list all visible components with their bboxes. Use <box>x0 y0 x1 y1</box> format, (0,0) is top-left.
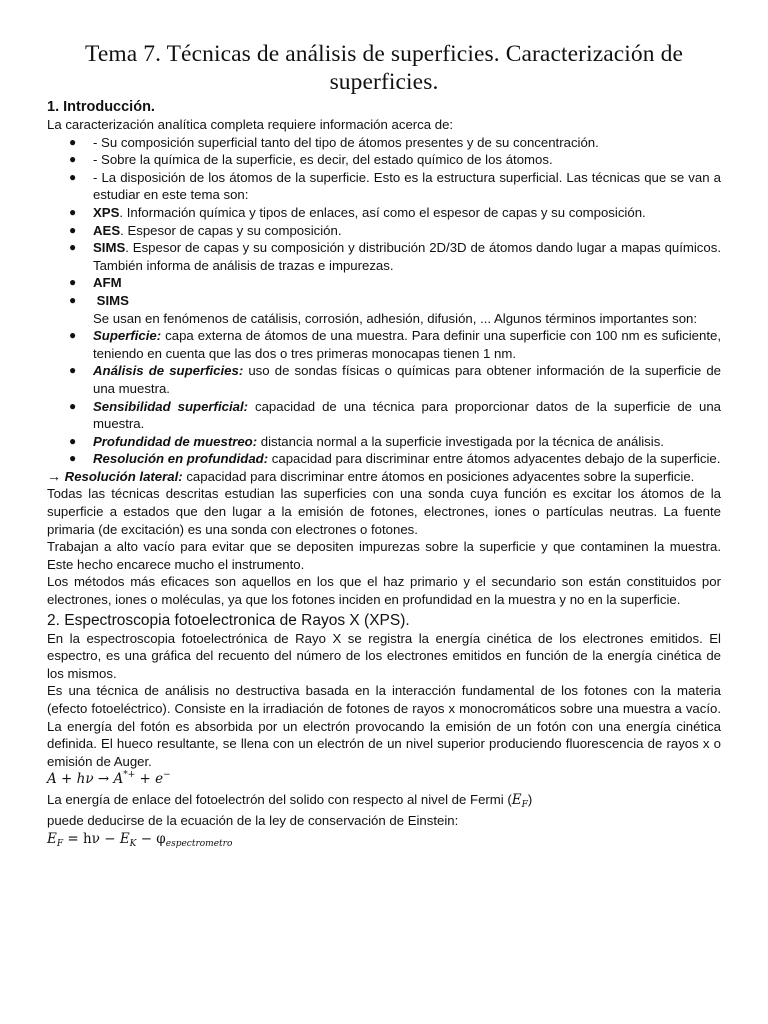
requirements-list <box>47 134 721 310</box>
list-item: ● - La disposición de los átomos de la superficie. Esto es la estructura superficial. Las técnicas que se van a estudiar en este tema son: <box>69 169 721 203</box>
einstein-paragraph: puede deducirse de la ecuación de la ley de conservación de Einstein: <box>47 813 459 829</box>
bullet-icon: ● <box>69 328 77 343</box>
body-paragraph: Trabajan a alto vacío para evitar que se depositen impurezas sobre la superficie y que contaminen la muestra. Este hecho encarece mucho el instrumento. <box>47 539 721 572</box>
bullet-icon: ● <box>69 433 77 448</box>
section-heading-introduccion: 1. Introducción. <box>47 99 155 115</box>
list-item: ● SIMS. Espesor de capas y su composición y distribución 2D/3D de átomos dando lugar a mapas químicos. También informa de análisis de trazas e impurezas. <box>69 240 721 273</box>
list-item: ● AFM <box>69 275 122 291</box>
list-item: ● Profundidad de muestreo: distancia normal a la superficie investigada por la técnica de análisis. <box>69 433 664 449</box>
bullet-icon: ● <box>69 169 77 184</box>
bullet-icon: ● <box>69 451 77 466</box>
einstein-equation: $E_F = h\nu - E_K - \varphi_{espectrometro}$ <box>47 830 233 849</box>
bullet-icon: ● <box>69 204 77 219</box>
bullet-icon: ● <box>69 363 77 378</box>
lateral-resolution-paragraph: → Resolución lateral: capacidad para discriminar entre átomos en posiciones adyacentes sobre la superficie. <box>47 467 695 484</box>
section-heading-xps: 2. Espectroscopia fotoelectronica de Rayos X (XPS). <box>47 611 410 629</box>
list-item: ● - Su composición superficial tanto del tipo de átomos presentes y de su concentración. <box>69 134 599 150</box>
bullet-icon: ● <box>69 398 77 413</box>
intro-paragraph: La caracterización analítica completa requiere información acerca de: <box>47 117 454 132</box>
photoemission-equation: A + hν → A*+ + e− <box>47 770 171 788</box>
right-arrow-icon: → <box>47 467 61 484</box>
binding-energy-paragraph: La energía de enlace del fotoelectrón del solido con respecto al nivel de Fermi $(E_F)$ <box>47 792 533 811</box>
body-paragraph: Todas las técnicas descritas estudian las superficies con una sonda cuya función es excitar los átomos de la superficie a estados que den lugar a la emisión de fotones, electrones, iones o partículas neutras. La fuente primaria (de excitación) es una sonda con electrones o fotones. <box>47 486 721 537</box>
page-title: Tema 7. Técnicas de análisis de superficies. Caracterización de superficies. <box>85 41 683 95</box>
bullet-icon: ● <box>69 240 77 255</box>
bullet-icon: ● <box>69 152 77 167</box>
definitions-list <box>47 327 721 468</box>
list-item: ● Resolución en profundidad: capacidad para discriminar entre átomos adyacentes debajo de la superficie. <box>69 451 721 467</box>
list-item: ● Superficie: capa externa de átomos de una muestra. Para definir una superficie con 100 nm es suficiente, teniendo en cuenta que las dos o tres primeras monocapas tienen 1 nm. <box>69 328 721 361</box>
uses-paragraph: Se usan en fenómenos de catálisis, corrosión, adhesión, difusión, ... Algunos términos importantes son: <box>93 310 698 326</box>
list-item: ● - Sobre la química de la superficie, es decir, del estado químico de los átomos. <box>69 152 553 168</box>
list-item: ● SIMS <box>69 292 129 308</box>
list-item: ● XPS. Información química y tipos de enlaces, así como el espesor de capas y su composición. <box>69 204 646 220</box>
bullet-icon: ● <box>69 275 77 290</box>
list-item: ● Sensibilidad superficial: capacidad de una técnica para proporcionar datos de la superficie de una muestra. <box>69 398 721 432</box>
list-item: ● Análisis de superficies: uso de sondas físicas o químicas para obtener información de la superficie de una muestra. <box>69 363 722 396</box>
bullet-icon: ● <box>69 222 77 237</box>
body-paragraph: En la espectroscopia fotoelectrónica de Rayo X se registra la energía cinética de los electrones emitidos. El espectro, es una gráfica del recuento del número de los electrones emitidos en función de la energía cinética de los mismos. <box>47 630 721 681</box>
body-paragraph: Es una técnica de análisis no destructiva basada en la interacción fundamental de los fotones con la materia (efecto fotoeléctrico). Consiste en la irradiación de fotones de rayos x monocromáticos sobre una muestra a vacío. La energía del fotón es absorbida por un electrón provocando la emisión de un fotón con una energía cinética definida. El hueco resultante, se llena con un electrón de un nivel superior produciendo fluorescencia de rayos x o emisión de Auger. <box>47 683 721 769</box>
body-paragraph: Los métodos más eficaces son aquellos en los que el haz primario y el secundario son están constituidos por electrones, iones o moléculas, ya que los fotones inciden en profundidad en la muestra y no en la superficie. <box>47 574 721 608</box>
bullet-icon: ● <box>69 134 77 149</box>
bullet-icon: ● <box>69 292 77 307</box>
list-item: ● AES. Espesor de capas y su composición. <box>69 222 342 238</box>
